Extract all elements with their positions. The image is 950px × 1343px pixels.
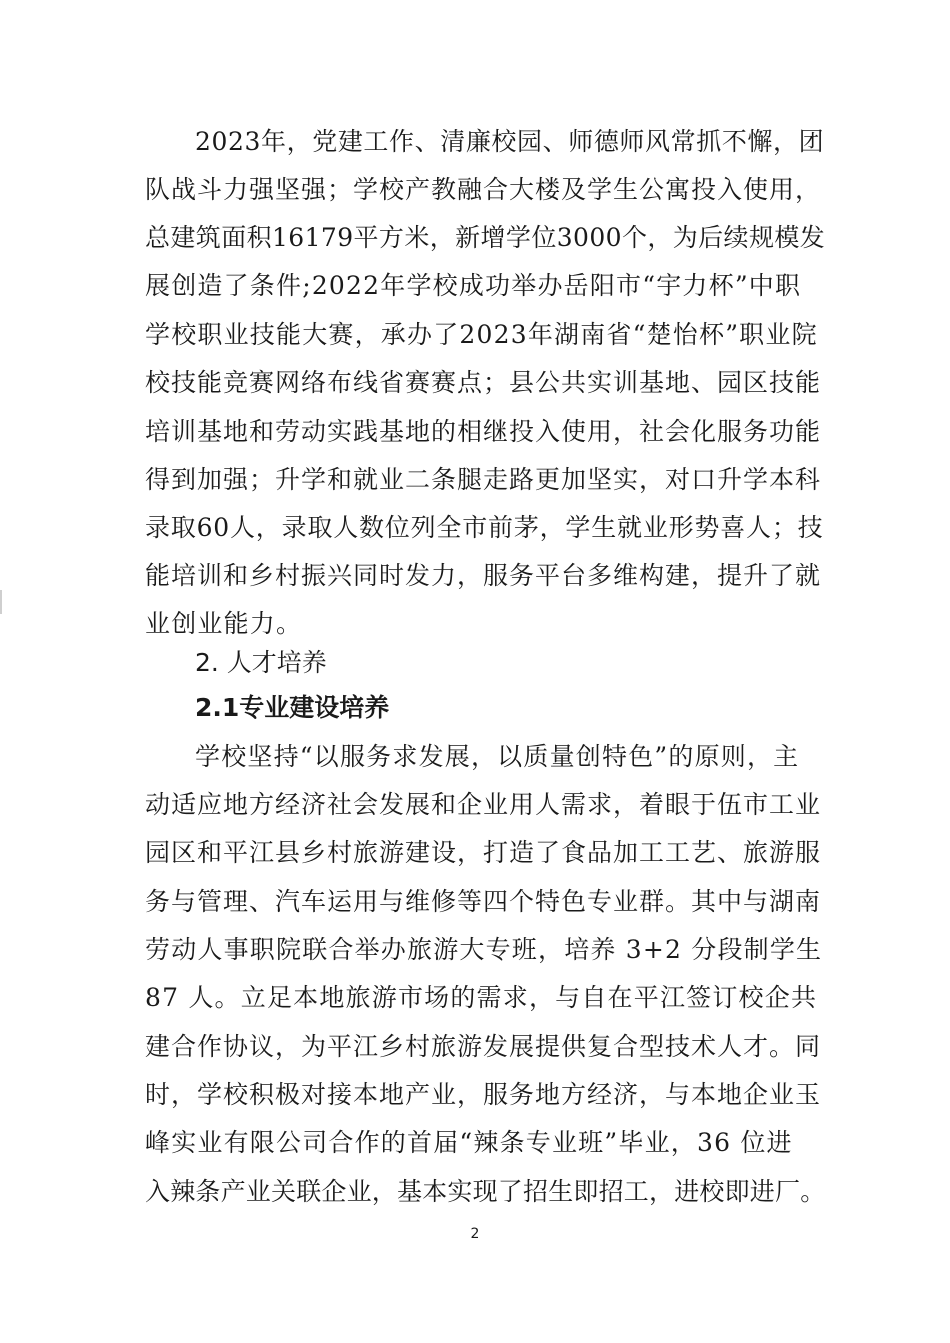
subsection-heading: 2.1专业建设培养 <box>195 693 390 722</box>
paragraph-line: 展创造了条件;2022年学校成功举办岳阳市“宇力杯”中职 <box>145 271 802 300</box>
paragraph-line: 录取60人，录取人数位列全市前茅，学生就业形势喜人；技 <box>145 513 824 542</box>
paragraph-line: 时，学校积极对接本地产业，服务地方经济，与本地企业玉 <box>145 1080 822 1109</box>
paragraph-line: 得到加强；升学和就业二条腿走路更加坚实，对口升学本科 <box>145 465 822 494</box>
paragraph-line: 学校职业技能大赛，承办了2023年湖南省“楚怡杯”职业院 <box>145 320 818 349</box>
paragraph-line: 学校坚持“以服务求发展，以质量创特色”的原则，主 <box>195 742 800 771</box>
paragraph-line: 能培训和乡村振兴同时发力，服务平台多维构建，提升了就 <box>145 561 822 590</box>
page-number: 2 <box>470 1226 480 1242</box>
paragraph-line: 建合作协议，为平江乡村旅游发展提供复合型技术人才。同 <box>145 1032 822 1061</box>
margin-mark <box>0 590 2 614</box>
paragraph-line: 园区和平江县乡村旅游建设，打造了食品加工工艺、旅游服 <box>145 838 822 867</box>
paragraph-line: 校技能竞赛网络布线省赛赛点；县公共实训基地、园区技能 <box>145 368 822 397</box>
paragraph-line: 务与管理、汽车运用与维修等四个特色专业群。其中与湖南 <box>145 887 822 916</box>
paragraph-line: 入辣条产业关联企业，基本实现了招生即招工，进校即进厂。 <box>145 1177 826 1206</box>
paragraph-line: 业创业能力。 <box>145 609 303 638</box>
paragraph-line: 总建筑面积16179平方米，新增学位3000个，为后续规模发 <box>145 223 826 252</box>
paragraph-line: 队战斗力强坚强；学校产教融合大楼及学生公寓投入使用， <box>145 175 822 204</box>
section-heading: 2. 人才培养 <box>195 648 327 677</box>
paragraph-line: 动适应地方经济社会发展和企业用人需求，着眼于伍市工业 <box>145 790 822 819</box>
paragraph-line: 87 人。立足本地旅游市场的需求，与自在平江签订校企共 <box>145 983 818 1012</box>
paragraph-line: 峰实业有限公司合作的首届“辣条专业班”毕业，36 位进 <box>145 1128 793 1157</box>
paragraph-line: 培训基地和劳动实践基地的相继投入使用，社会化服务功能 <box>145 417 822 446</box>
paragraph-line: 劳动人事职院联合举办旅游大专班，培养 3+2 分段制学生 <box>145 935 823 964</box>
paragraph-line: 2023年，党建工作、清廉校园、师德师风常抓不懈，团 <box>195 127 825 156</box>
